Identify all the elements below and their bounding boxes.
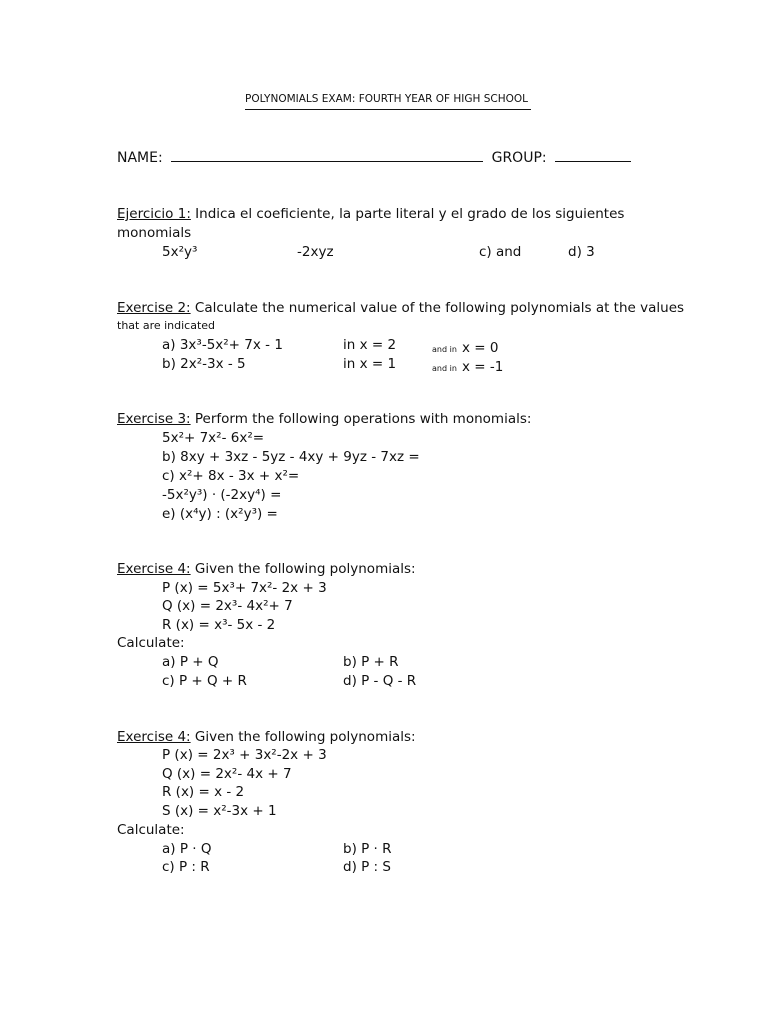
ex3-label: Exercise 3: [117, 411, 191, 427]
ex2-at1-a: in x = 2 [343, 337, 397, 353]
ex3-item-b: b) 8xy + 3xz - 5yz - 4xy + 9yz - 7xz = [162, 449, 420, 465]
ex4b-calculate: Calculate: [117, 822, 185, 838]
ex2-heading [117, 300, 684, 316]
ex1-item-d: d) 3 [568, 244, 595, 260]
ex1-item-b: -2xyz [297, 244, 334, 260]
ex2-instruction-cont: that are indicated [117, 319, 216, 332]
ex2-andin-a: and in [432, 345, 457, 354]
ex4a-instruction: Given the following polynomials: [190, 561, 416, 577]
ex4b-task-b: b) P · R [343, 841, 392, 857]
ex2-at2-a: x = 0 [461, 340, 499, 356]
ex2-at2-a-group [432, 337, 498, 356]
name-label: NAME: [117, 150, 163, 166]
ex3-heading [117, 411, 531, 427]
ex4a-task-c: c) P + Q + R [162, 673, 247, 689]
ex4b-poly-q: Q (x) = 2x²- 4x + 7 [162, 766, 292, 782]
ex2-expr-a: a) 3x³-5x²+ 7x - 1 [162, 337, 283, 353]
ex4b-label: Exercise 4: [117, 729, 191, 745]
ex4b-poly-r: R (x) = x - 2 [162, 784, 245, 800]
exam-title: POLYNOMIALS EXAM: FOURTH YEAR OF HIGH SCHOOL [245, 93, 529, 105]
ex4a-poly-q: Q (x) = 2x³- 4x²+ 7 [162, 598, 293, 614]
ex4b-instruction: Given the following polynomials: [190, 729, 416, 745]
ex4b-task-a: a) P · Q [162, 841, 212, 857]
ex4b-task-c: c) P : R [162, 859, 210, 875]
ex4a-calculate: Calculate: [117, 635, 185, 651]
name-group-line [117, 149, 631, 166]
ex2-label: Exercise 2: [117, 300, 191, 316]
ex4a-poly-p: P (x) = 5x³+ 7x²- 2x + 3 [162, 580, 327, 596]
ex4a-heading [117, 561, 416, 577]
ex3-instruction: Perform the following operations with monomials: [190, 411, 532, 427]
ex2-expr-b: b) 2x²-3x - 5 [162, 356, 246, 372]
ex1-heading [117, 206, 624, 222]
ex3-item-c: c) x²+ 8x - 3x + x²= [162, 468, 300, 484]
ex4b-heading [117, 729, 416, 745]
ex4a-label: Exercise 4: [117, 561, 191, 577]
group-label: GROUP: [491, 150, 547, 166]
ex4a-poly-r: R (x) = x³- 5x - 2 [162, 617, 276, 633]
ex2-at2-b: x = -1 [461, 359, 504, 375]
ex2-at1-b: in x = 1 [343, 356, 397, 372]
ex1-item-a: 5x²y³ [162, 244, 198, 260]
ex3-item-a: 5x²+ 7x²- 6x²= [162, 430, 265, 446]
ex3-item-e: e) (x⁴y) : (x²y³) = [162, 506, 278, 522]
ex2-instruction: Calculate the numerical value of the following polynomials at the values [190, 300, 685, 316]
ex2-at2-b-group [432, 356, 503, 375]
name-blank[interactable] [171, 149, 483, 162]
group-blank[interactable] [555, 149, 631, 162]
ex4a-task-d: d) P - Q - R [343, 673, 417, 689]
ex1-label: Ejercicio 1: [117, 206, 191, 222]
ex4b-task-d: d) P : S [343, 859, 391, 875]
ex3-item-d: -5x²y³) · (-2xy⁴) = [162, 487, 282, 503]
ex4b-poly-s: S (x) = x²-3x + 1 [162, 803, 277, 819]
ex4a-task-a: a) P + Q [162, 654, 219, 670]
ex1-instruction: Indica el coeficiente, la parte literal y el grado de los siguientes [190, 206, 625, 222]
title-underline [245, 109, 531, 110]
ex4a-task-b: b) P + R [343, 654, 399, 670]
ex1-item-c: c) and [479, 244, 522, 260]
ex2-andin-b: and in [432, 364, 457, 373]
ex1-instruction-cont: monomials [117, 225, 192, 241]
ex4b-poly-p: P (x) = 2x³ + 3x²-2x + 3 [162, 747, 327, 763]
